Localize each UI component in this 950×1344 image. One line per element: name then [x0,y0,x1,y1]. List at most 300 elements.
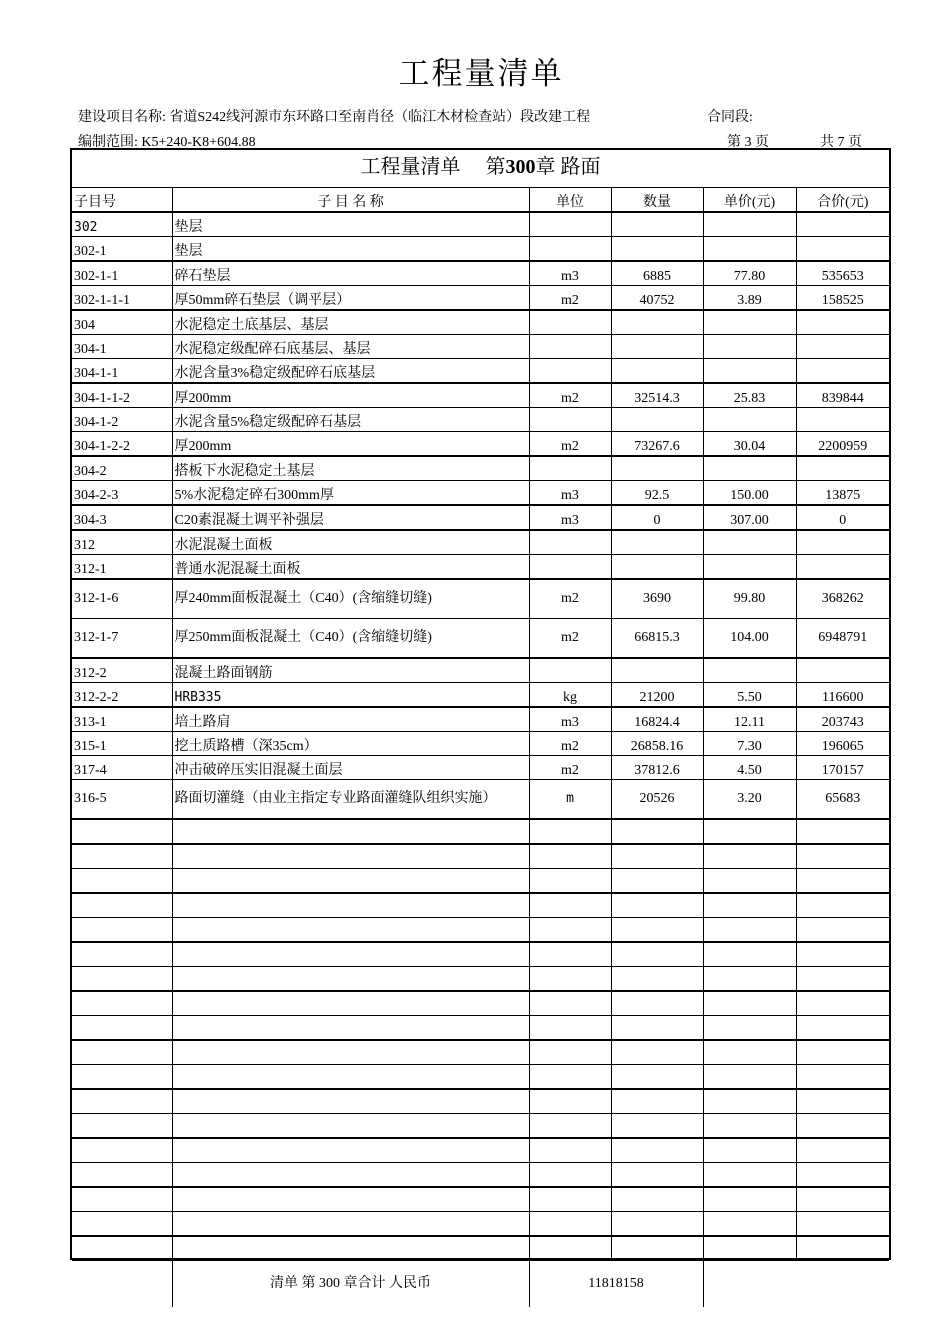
item-amount: 170157 [796,756,889,780]
item-unit-price: 12.11 [703,707,796,732]
item-name [172,1016,529,1041]
item-code [72,1040,172,1065]
item-name: 厚200mm [172,432,529,457]
item-code [72,819,172,844]
table-row [72,756,889,780]
item-name: 5%水泥稳定碎石300mm厚 [172,481,529,506]
item-unit [529,1016,611,1041]
item-amount [796,1138,889,1163]
item-quantity [611,844,703,869]
item-unit [529,819,611,844]
item-unit-price [703,1163,796,1188]
item-unit-price [703,1040,796,1065]
item-amount [796,991,889,1016]
item-name [172,918,529,943]
table-row [72,261,889,286]
item-unit-price [703,310,796,335]
item-amount [796,893,889,918]
blank-row [72,1187,889,1212]
table-row [72,383,889,408]
item-amount [796,1236,889,1261]
item-code [72,1212,172,1237]
item-amount: 65683 [796,780,889,820]
item-unit-price [703,408,796,432]
table-row [72,359,889,384]
item-quantity [611,1236,703,1261]
item-quantity: 26858.16 [611,732,703,756]
item-unit [529,1236,611,1261]
quantity-sheet [70,148,891,1291]
item-quantity: 6885 [611,261,703,286]
item-unit [529,1089,611,1114]
item-quantity: 0 [611,505,703,530]
item-code: 304-1-1-2 [72,383,172,408]
total-row [72,1261,889,1308]
item-name [172,1114,529,1139]
total-pages: 共 7 页 [820,135,862,150]
item-amount [796,1114,889,1139]
item-code: 317-4 [72,756,172,780]
item-code [72,991,172,1016]
item-unit-price [703,1089,796,1114]
table-row [72,683,889,708]
item-unit [529,1114,611,1139]
blank-row [72,1089,889,1114]
item-amount [796,1163,889,1188]
item-unit-price [703,819,796,844]
blank-row [72,893,889,918]
item-amount [796,1212,889,1237]
item-unit-price [703,869,796,894]
item-code [72,967,172,992]
table-row [72,530,889,555]
item-unit-price [703,1212,796,1237]
item-quantity [611,942,703,967]
blank-row [72,1163,889,1188]
item-quantity: 32514.3 [611,383,703,408]
item-amount: 368262 [796,579,889,619]
item-unit-price [703,991,796,1016]
item-unit: m2 [529,432,611,457]
item-amount [796,942,889,967]
item-code: 304-1-1 [72,359,172,384]
item-name: 冲击破碎压实旧混凝土面层 [172,756,529,780]
item-amount [796,1187,889,1212]
item-name: 培土路肩 [172,707,529,732]
item-unit-price [703,456,796,481]
col-header-unit: 单位 [529,188,611,212]
item-code: 302-1-1-1 [72,286,172,311]
table-row [72,780,889,820]
blank-row [72,918,889,943]
item-unit: m3 [529,707,611,732]
item-name [172,1065,529,1090]
item-unit-price: 25.83 [703,383,796,408]
item-name: 厚240mm面板混凝土（C40）(含缩缝切缝) [172,579,529,619]
item-code [72,1187,172,1212]
item-quantity: 16824.4 [611,707,703,732]
item-unit-price [703,335,796,359]
blank-row [72,869,889,894]
item-name: 搭板下水泥稳定土基层 [172,456,529,481]
item-quantity [611,1040,703,1065]
item-amount: 0 [796,505,889,530]
item-amount [796,967,889,992]
item-name: 水泥含量3%稳定级配碎石底基层 [172,359,529,384]
item-unit: m2 [529,579,611,619]
blank-row [72,967,889,992]
item-name [172,893,529,918]
item-name [172,942,529,967]
item-unit: m [529,780,611,820]
item-unit: kg [529,683,611,708]
item-code [72,1138,172,1163]
item-unit-price: 307.00 [703,505,796,530]
item-code: 304-3 [72,505,172,530]
item-unit-price [703,918,796,943]
item-amount [796,844,889,869]
item-code: 304-1 [72,335,172,359]
item-amount [796,555,889,580]
item-name: C20素混凝土调平补强层 [172,505,529,530]
item-quantity [611,359,703,384]
item-code: 315-1 [72,732,172,756]
item-unit-price [703,658,796,683]
item-code [72,844,172,869]
item-code [72,1163,172,1188]
item-quantity [611,1163,703,1188]
item-name: 混凝土路面钢筋 [172,658,529,683]
item-name [172,1138,529,1163]
item-unit-price [703,237,796,262]
item-unit-price [703,555,796,580]
item-quantity [611,1065,703,1090]
item-unit [529,1212,611,1237]
total-value: 11818158 [529,1261,703,1308]
item-name: 垫层 [172,212,529,237]
item-quantity [611,658,703,683]
item-unit-price [703,530,796,555]
item-quantity [611,555,703,580]
item-unit [529,869,611,894]
item-unit [529,918,611,943]
item-amount: 6948791 [796,619,889,659]
item-unit-price [703,1114,796,1139]
table-row [72,212,889,237]
item-amount: 839844 [796,383,889,408]
item-quantity [611,819,703,844]
item-unit [529,1187,611,1212]
quantity-table [72,188,889,1307]
item-name: 水泥稳定土底基层、基层 [172,310,529,335]
item-unit [529,1138,611,1163]
item-name: 路面切灌缝（由业主指定专业路面灌缝队组织实施） [172,780,529,820]
table-row [72,432,889,457]
item-unit [529,237,611,262]
scope-range: 编制范围: K5+240-K8+604.88 [78,135,256,150]
item-name [172,1163,529,1188]
item-amount [796,456,889,481]
contract-section: 合同段: [707,110,753,125]
blank-row [72,844,889,869]
item-name: 水泥稳定级配碎石底基层、基层 [172,335,529,359]
item-code [72,918,172,943]
item-unit-price: 5.50 [703,683,796,708]
item-unit: m3 [529,505,611,530]
item-amount [796,237,889,262]
total-blank [72,1261,172,1308]
item-unit [529,408,611,432]
item-quantity [611,1212,703,1237]
item-unit [529,991,611,1016]
document-title: 工程量清单 [398,56,564,91]
item-name [172,1187,529,1212]
item-unit-price: 99.80 [703,579,796,619]
item-unit-price [703,942,796,967]
page-number: 第 3 页 [727,135,769,150]
item-unit [529,530,611,555]
item-quantity: 73267.6 [611,432,703,457]
item-code [72,1065,172,1090]
item-quantity: 37812.6 [611,756,703,780]
item-name [172,844,529,869]
blank-row [72,1065,889,1090]
item-unit [529,658,611,683]
item-quantity [611,918,703,943]
item-code [72,1016,172,1041]
item-amount: 116600 [796,683,889,708]
item-name: HRB335 [172,683,529,708]
item-unit: m2 [529,619,611,659]
table-row [72,335,889,359]
item-unit-price: 3.20 [703,780,796,820]
item-amount: 196065 [796,732,889,756]
item-code [72,869,172,894]
table-row [72,732,889,756]
item-unit [529,555,611,580]
item-unit-price [703,1187,796,1212]
item-unit-price [703,893,796,918]
table-row [72,286,889,311]
item-quantity: 20526 [611,780,703,820]
blank-row [72,1016,889,1041]
item-unit-price: 3.89 [703,286,796,311]
item-amount: 2200959 [796,432,889,457]
item-quantity [611,1016,703,1041]
item-unit-price: 150.00 [703,481,796,506]
item-amount: 535653 [796,261,889,286]
item-amount [796,530,889,555]
item-code [72,893,172,918]
table-row [72,707,889,732]
item-quantity: 21200 [611,683,703,708]
item-code: 312-2-2 [72,683,172,708]
item-unit-price [703,844,796,869]
item-unit [529,335,611,359]
item-code: 302-1-1 [72,261,172,286]
blank-row [72,1114,889,1139]
item-amount [796,918,889,943]
item-name: 碎石垫层 [172,261,529,286]
item-code: 313-1 [72,707,172,732]
item-quantity [611,1089,703,1114]
item-name [172,819,529,844]
item-code: 312-1-7 [72,619,172,659]
item-amount [796,408,889,432]
item-code: 312-1-6 [72,579,172,619]
table-row [72,505,889,530]
item-code: 312-1 [72,555,172,580]
sheet-title-suffix: 章 路面 [535,156,601,178]
item-code: 304-1-2 [72,408,172,432]
item-unit: m3 [529,261,611,286]
item-name: 垫层 [172,237,529,262]
item-quantity [611,967,703,992]
item-unit: m2 [529,756,611,780]
item-quantity [611,869,703,894]
item-code: 304-1-2-2 [72,432,172,457]
total-label: 清单 第 300 章合计 人民币 [172,1261,529,1308]
table-row [72,619,889,659]
item-amount: 203743 [796,707,889,732]
item-unit [529,844,611,869]
item-quantity: 66815.3 [611,619,703,659]
item-unit [529,893,611,918]
item-unit-price [703,1016,796,1041]
item-name [172,991,529,1016]
sheet-title [72,150,889,188]
item-amount: 158525 [796,286,889,311]
item-name: 厚200mm [172,383,529,408]
item-unit-price [703,1138,796,1163]
item-code: 316-5 [72,780,172,820]
item-unit: m3 [529,481,611,506]
item-code: 312-2 [72,658,172,683]
item-name [172,869,529,894]
item-code: 304-2-3 [72,481,172,506]
item-quantity [611,1187,703,1212]
item-unit [529,1163,611,1188]
item-code: 304 [72,310,172,335]
item-amount [796,1016,889,1041]
table-row [72,481,889,506]
item-code: 302 [72,212,172,237]
table-row [72,658,889,683]
item-unit [529,942,611,967]
table-row [72,408,889,432]
item-name [172,1040,529,1065]
item-unit-price [703,1065,796,1090]
item-quantity [611,335,703,359]
item-unit-price [703,359,796,384]
item-quantity: 92.5 [611,481,703,506]
item-amount [796,869,889,894]
item-amount [796,310,889,335]
item-quantity [611,991,703,1016]
table-row [72,579,889,619]
item-quantity: 40752 [611,286,703,311]
item-unit [529,359,611,384]
item-unit-price [703,967,796,992]
item-name: 厚50mm碎石垫层（调平层） [172,286,529,311]
item-unit-price [703,1236,796,1261]
item-unit: m2 [529,732,611,756]
header-row [72,188,889,212]
item-name [172,1236,529,1261]
table-row [72,237,889,262]
item-unit [529,310,611,335]
item-name [172,967,529,992]
table-row [72,456,889,481]
item-name: 厚250mm面板混凝土（C40）(含缩缝切缝) [172,619,529,659]
item-unit-price [703,212,796,237]
item-unit [529,1040,611,1065]
item-quantity [611,893,703,918]
col-header-qty: 数量 [611,188,703,212]
item-unit [529,1065,611,1090]
blank-row [72,942,889,967]
item-code [72,942,172,967]
chapter-number: 300 [505,156,536,178]
item-amount [796,335,889,359]
item-name: 水泥混凝土面板 [172,530,529,555]
table-row [72,310,889,335]
item-unit-price: 30.04 [703,432,796,457]
item-quantity [611,530,703,555]
blank-row [72,819,889,844]
item-name: 水泥含量5%稳定级配碎石基层 [172,408,529,432]
item-unit: m2 [529,383,611,408]
item-amount: 13875 [796,481,889,506]
blank-row [72,1138,889,1163]
item-amount [796,359,889,384]
item-quantity [611,1138,703,1163]
table-row [72,555,889,580]
item-quantity [611,212,703,237]
item-unit-price: 7.30 [703,732,796,756]
col-header-name: 子 目 名 称 [172,188,529,212]
item-name: 普通水泥混凝土面板 [172,555,529,580]
item-quantity: 3690 [611,579,703,619]
col-header-total: 合价(元) [796,188,889,212]
item-quantity [611,1114,703,1139]
project-name: 建设项目名称: 省道S242线河源市东环路口至南肖径（临江木材检查站）段改建工程 [78,110,591,125]
item-amount [796,1065,889,1090]
item-unit-price: 77.80 [703,261,796,286]
item-quantity [611,310,703,335]
item-code: 302-1 [72,237,172,262]
blank-row [72,1212,889,1237]
item-name: 挖土质路槽（深35cm） [172,732,529,756]
item-amount [796,819,889,844]
item-code: 312 [72,530,172,555]
blank-row [72,1040,889,1065]
total-remark [703,1261,889,1308]
item-quantity [611,456,703,481]
item-amount [796,658,889,683]
item-code [72,1114,172,1139]
item-quantity [611,237,703,262]
item-unit [529,212,611,237]
item-code [72,1236,172,1261]
item-unit-price: 4.50 [703,756,796,780]
item-amount [796,1040,889,1065]
item-name [172,1089,529,1114]
item-amount [796,1089,889,1114]
blank-row [72,1236,889,1261]
col-header-price: 单价(元) [703,188,796,212]
blank-row [72,991,889,1016]
